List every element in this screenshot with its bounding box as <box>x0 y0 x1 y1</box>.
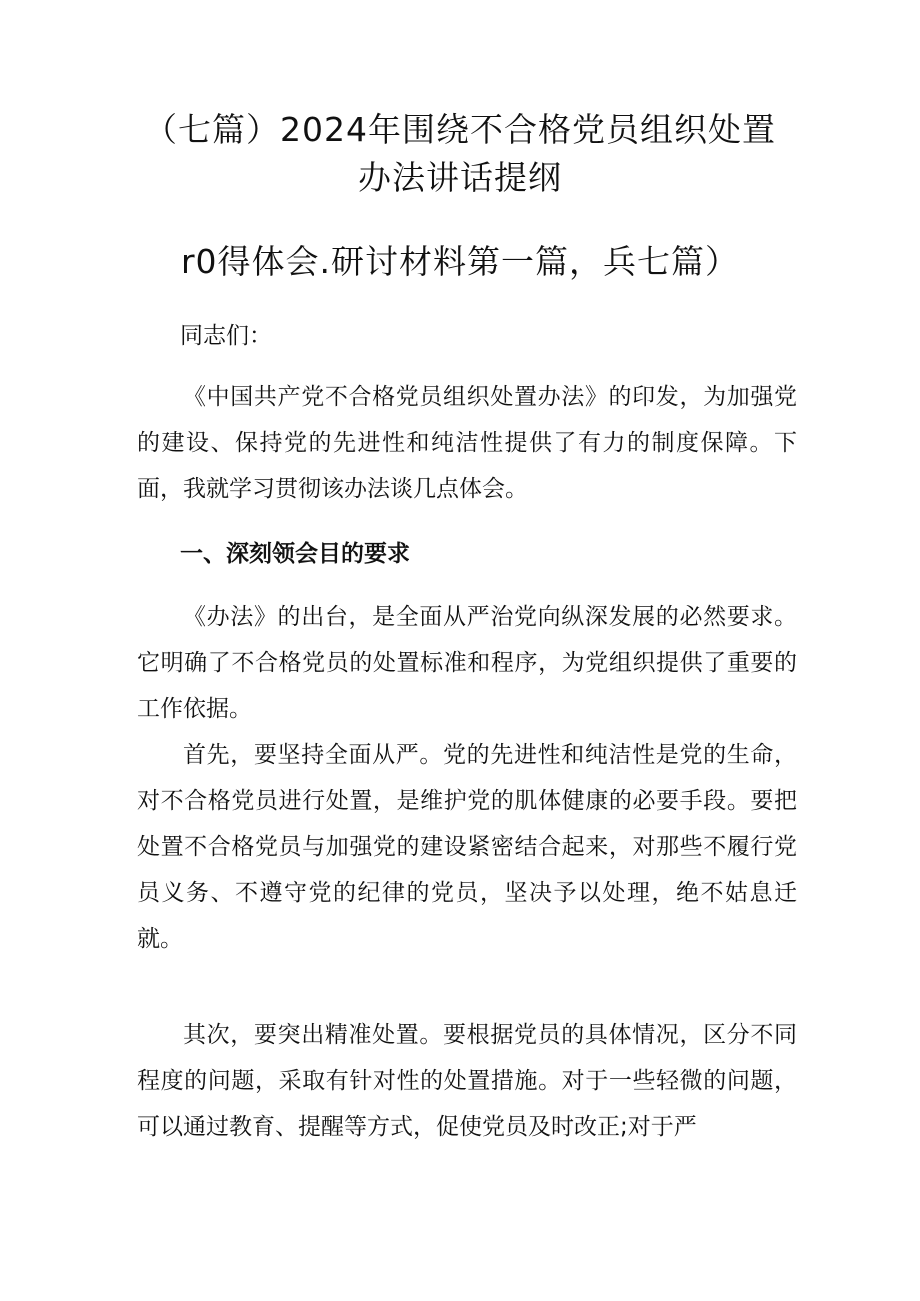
salutation: 同志们： <box>180 323 272 349</box>
document-title-line-2: 办法讲话提纲 <box>358 158 562 197</box>
document-subtitle: r0得体会.研讨材料第一篇，兵七篇） <box>180 242 740 281</box>
paragraph-second-point: 其次，要突出精准处置。要根据党员的具体情况，区分不同程度的问题，采取有针对性的处置措施。对于一些轻微的问题，可以通过教育、提醒等方式，促使党员及时改正;对于严 <box>137 1022 797 1140</box>
document-title-line-1: （七篇）2024年围绕不合格党员组织处置 <box>144 110 776 149</box>
section-heading-1: 一、深刻领会目的要求 <box>180 541 410 567</box>
paragraph-purpose: 《办法》的出台，是全面从严治党向纵深发展的必然要求。它明确了不合格党员的处置标准和程序，为党组织提供了重要的工作依据。 <box>137 604 797 722</box>
paragraph-intro: 《中国共产党不合格党员组织处置办法》的印发，为加强党的建设、保持党的先进性和纯洁性提供了有力的制度保障。下面，我就学习贯彻该办法谈几点体会。 <box>137 384 797 502</box>
paragraph-first-point: 首先，要坚持全面从严。党的先进性和纯洁性是党的生命，对不合格党员进行处置，是维护党的肌体健康的必要手段。要把处置不合格党员与加强党的建设紧密结合起来，对那些不履行党员义务、不遵守党的纪律的党员，坚决予以处理，绝不姑息迁就。 <box>137 742 797 952</box>
